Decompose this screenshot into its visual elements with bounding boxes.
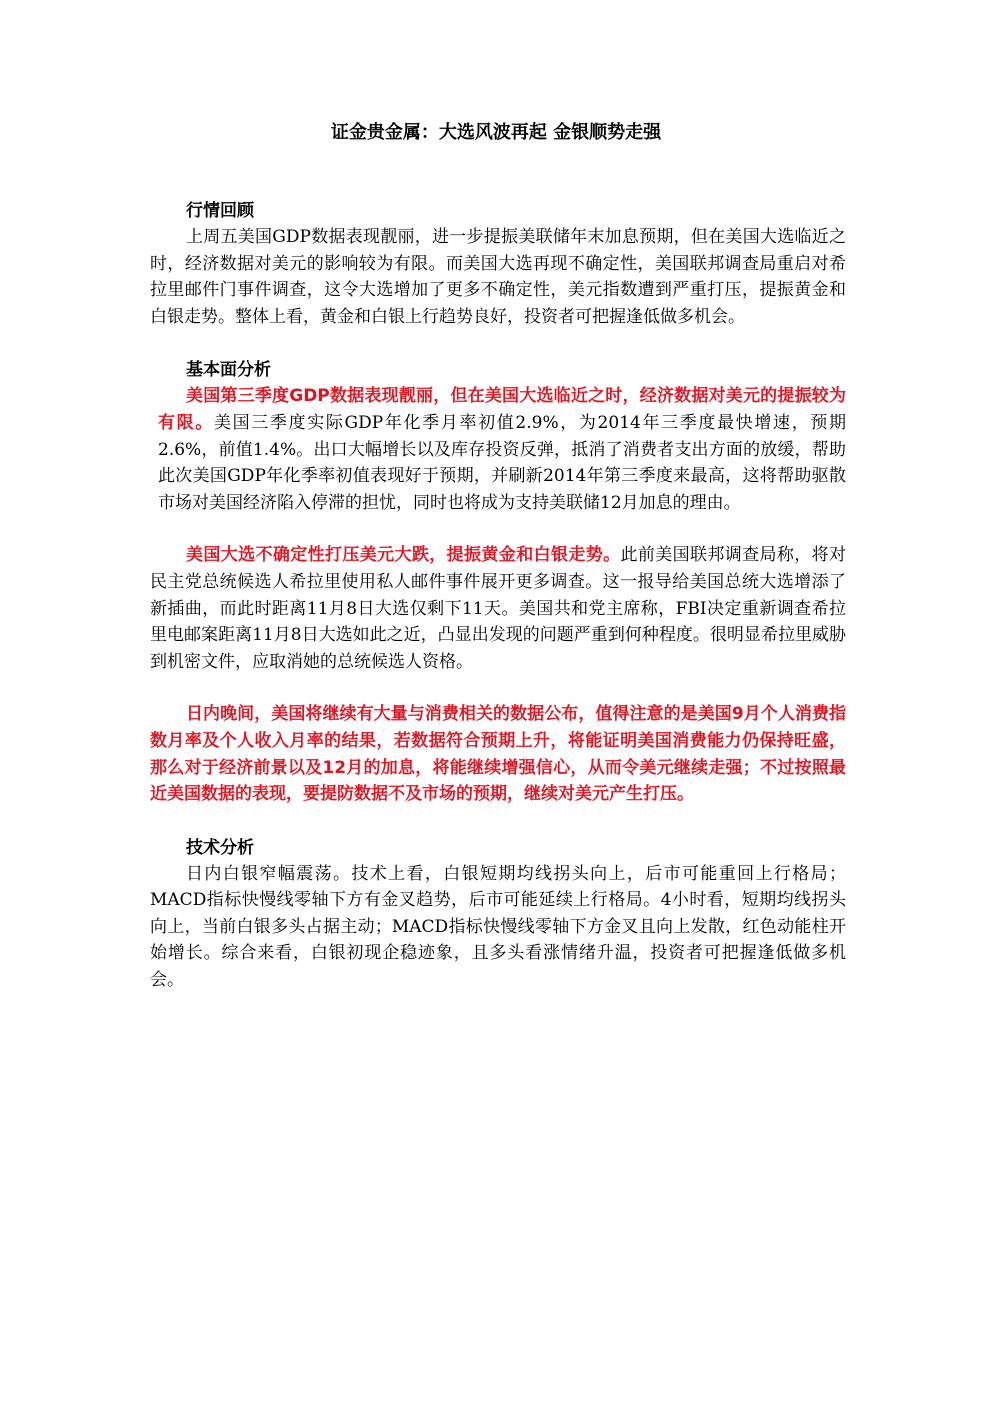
paragraph-technical-analysis: 日内白银窄幅震荡。技术上看，白银短期均线拐头向上，后市可能重回上行格局；MACD指标快慢线零轴下方有金叉趋势，后市可能延续上行格局。4小时看，短期均线拐头向上，当前白银多头占据主动；MACD指标快慢线零轴下方金叉且向上发散，红色动能柱开始增长。综合来看，白银初现企稳迹象，且多头看涨情绪升温，投资者可把握逢低做多机会。 <box>150 863 846 991</box>
highlight-text: 美国第三季度GDP数据表现靓丽，但在美国大选临近之时，经济数据对美元的提振较为有限。 <box>158 386 846 433</box>
highlight-text: 美国大选不确定性打压美元大跌，提振黄金和白银走势。 <box>186 545 621 566</box>
highlight-text: 日内晚间，美国将继续有大量与消费相关的数据公布，值得注意的是美国9月个人消费指数月率及个人收入月率的结果，若数据符合预期上升，将能证明美国消费能力仍保持旺盛，那么对于经济前景以及12月的加息，将能继续增强信心，从而令美元继续走强；不过按照最近美国数据的表现，要提防数据不及市场的预期，继续对美元产生打压。 <box>150 704 846 805</box>
document-title: 证金贵金属：大选风波再起 金银顺势走强 <box>330 122 662 143</box>
body-text: 美国三季度实际GDP年化季月率初值2.9%，为2014年三季度最快增速，预期2.6%，前值1.4%。出口大幅增长以及库存投资反弹，抵消了消费者支出方面的放缓，帮助此次美国GDP年化季率初值表现好于预期，并刷新2014年第三季度来最高，这将帮助驱散市场对美国经济陷入停滞的担忧，同时也将成为支持美联储12月加息的理由。 <box>158 412 847 513</box>
document-body <box>150 198 846 994</box>
paragraph-fundamental-2 <box>150 542 846 675</box>
section-heading-fundamental-analysis: 基本面分析 <box>186 360 271 381</box>
paragraph-fundamental-3 <box>150 701 846 807</box>
paragraph-market-review: 上周五美国GDP数据表现靓丽，进一步提振美联储年末加息预期，但在美国大选临近之时，经济数据对美元的影响较为有限。而美国大选再现不确定性，美国联邦调查局重启对希拉里邮件门事件调查，这令大选增加了更多不确定性，美元指数遭到严重打压，提振黄金和白银走势。整体上看，黄金和白银上行趋势良好，投资者可把握逢低做多机会。 <box>150 227 846 327</box>
section-heading-market-review: 行情回顾 <box>186 201 254 221</box>
section-heading-technical-analysis: 技术分析 <box>186 837 254 858</box>
section-technical-analysis <box>150 835 846 994</box>
section-fundamental-analysis <box>150 357 846 807</box>
section-market-review <box>150 198 846 330</box>
body-text: 此前美国联邦调查局称，将对民主党总统候选人希拉里使用私人邮件事件展开更多调查。这一报导给美国总统大选增添了新插曲，而此时距离11月8日大选仅剩下11天。美国共和党主席称，FBI决定重新调查希拉里电邮案距离11月8日大选如此之近，凸显出发现的问题严重到何种程度。很明显希拉里威胁到机密文件，应取消她的总统候选人资格。 <box>150 545 847 672</box>
paragraph-fundamental-1 <box>150 383 846 516</box>
